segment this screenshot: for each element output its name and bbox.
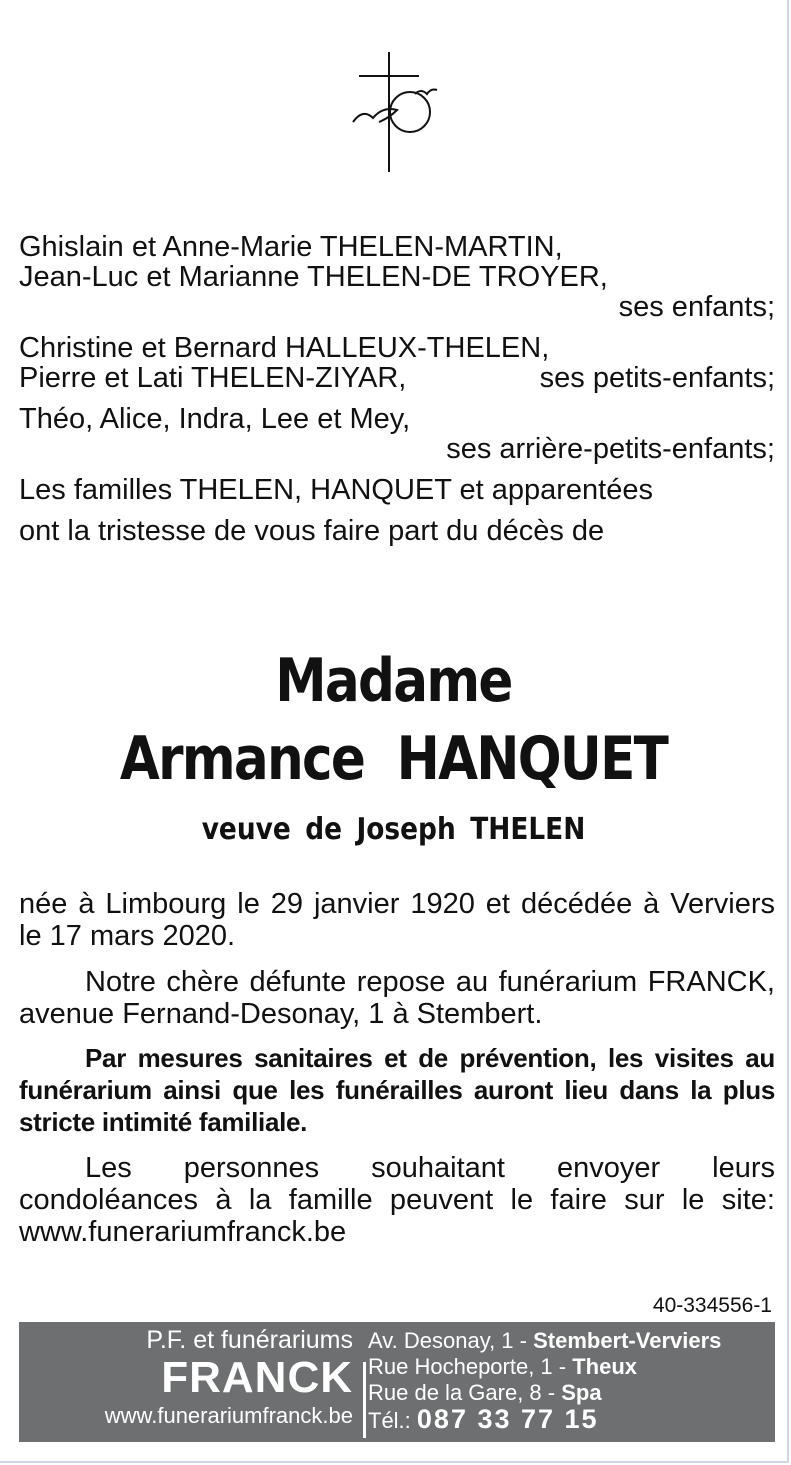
- funeral-home-banner: [19, 1322, 775, 1442]
- sanitary-measures-paragraph: Par mesures sanitaires et de prévention, les visites au funérarium ainsi que les funérailles auront lieu dans la plus stricte intimité familiale.: [19, 1043, 775, 1137]
- funeral-home-type: P.F. et funérariums: [146, 1326, 353, 1354]
- address-street: Av. Desonay, 1 -: [368, 1328, 534, 1353]
- phone-label: Tél.:: [368, 1408, 417, 1433]
- address-city: Theux: [572, 1354, 638, 1379]
- family-line: Les familles THELEN, HANQUET et apparentées: [19, 474, 653, 506]
- family-line: Christine et Bernard HALLEUX-THELEN,: [19, 332, 550, 364]
- birth-death-paragraph: née à Limbourg le 29 janvier 1920 et décédée à Verviers le 17 mars 2020.: [19, 888, 775, 952]
- widow-of: veuve de Joseph THELEN: [201, 812, 586, 847]
- phone-number[interactable]: 087 33 77 15: [416, 1404, 599, 1434]
- deceased-title: Madame: [275, 646, 512, 716]
- deceased-name: Armance HANQUET: [119, 724, 668, 794]
- relationship-label: ses petits-enfants;: [539, 362, 775, 394]
- cross-dove-icon: [345, 48, 445, 176]
- deceased-name-block: [0, 642, 787, 850]
- rest-paragraph: Notre chère défunte repose au funérarium FRANCK, avenue Fernand-Desonay, 1 à Stembert.: [19, 966, 775, 1030]
- relationship-label: ses arrière-petits-enfants;: [446, 433, 775, 465]
- announcement-line: ont la tristesse de vous faire part du décès de: [19, 515, 605, 547]
- address-city: Spa: [561, 1380, 602, 1405]
- funeral-home-addresses: [368, 1328, 770, 1434]
- family-line: Théo, Alice, Indra, Lee et Mey,: [19, 403, 411, 435]
- family-announcement: [19, 232, 775, 546]
- family-line: Pierre et Lati THELEN-ZIYAR,: [19, 362, 407, 394]
- funeral-home-brand: FRANCK: [161, 1353, 353, 1402]
- family-line: Ghislain et Anne-Marie THELEN-MARTIN,: [19, 231, 563, 263]
- address-street: Rue Hocheporte, 1 -: [368, 1354, 573, 1379]
- footer-divider: [363, 1362, 366, 1438]
- address-street: Rue de la Gare, 8 -: [368, 1380, 562, 1405]
- address-city: Stembert-Verviers: [533, 1328, 722, 1353]
- reference-number: 40-334556-1: [652, 1294, 772, 1317]
- relationship-label: ses enfants;: [618, 291, 775, 323]
- family-line: Jean-Luc et Marianne THELEN-DE TROYER,: [19, 261, 608, 293]
- funeral-home-website[interactable]: www.funerariumfranck.be: [104, 1403, 353, 1428]
- condolences-paragraph: Les personnes souhaitant envoyer leurs condoléances à la famille peuvent le faire sur le site: www.funerariumfranck.be: [19, 1152, 775, 1248]
- notice-body: [19, 888, 775, 1248]
